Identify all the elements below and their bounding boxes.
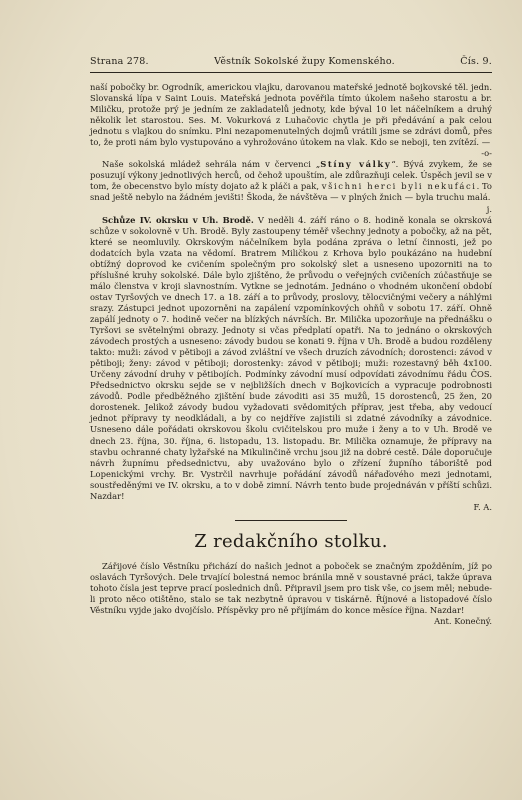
- page-number: Strana 278.: [90, 56, 149, 67]
- editorial-title: Z redakčního stolku.: [194, 530, 388, 552]
- theatre-text-b: “. Bývá zvykem, že se posuzují výkony jednotlivých herců, od čehož upouštím, ale zdůrazňuji celek. Úspěch jevil se v tom, že obecenstvo bylo místy dojato až k pláči a pak,: [90, 159, 493, 192]
- theatre-text-a: Naše sokolská mládež sehrála nám v červenci „: [102, 159, 321, 170]
- section-divider: [235, 520, 347, 521]
- theatre-emphasis: všichni herci byli nekufáci: [321, 181, 477, 192]
- theatre-text-c: . To snad ještě nebylo na žádném jevišti! Škoda, že návštěva — v plných žnich — byla truchu malá.: [90, 181, 492, 203]
- section-separator-mark: -o-: [481, 148, 492, 159]
- paragraph-theatre: [90, 159, 492, 203]
- journal-title: Věstník Sokolské župy Komenského.: [214, 56, 395, 67]
- play-title: Stíny války: [320, 159, 392, 170]
- theatre-signature: j.: [486, 203, 492, 214]
- editorial-body: Zářijové číslo Věstníku přichází do našich jednot a poboček se značným zpožděním, jíž po oslavách Tyršových. Dele trvající bolestná nemoc bránila mně v soustavné práci, takže úprava tohoto čísla jest teprve prací poslednich dnů. Připravil jsem pro tisk vše, co jsem měl; nebude-li proto něco otištěno, stalo se tak nezbytně úpravou v tiskárně. Říjnové a listopadové číslo Věstníku vyjde jako dvojčíslo. Příspěvky pro ně přijímám do konce měsíce října. Nazdar!: [90, 560, 492, 616]
- paragraph-flag-presentation: naší pobočky br. Ogrodník, americkou vlajku, darovanou mateřské jednotě bojkovské těl. jedn. Slovanská lípa v Saint Louis. Mateřská jednota pověřila tímto úkolem našeho starostu a br. Miličku, protože prý je jedním ze zakladatelů jednoty, kde býval 10 let náčelníkem a druhý několik let starostou. Ses. M. Vokurková z Luhačovic chytla je při předávání a pak celou jednotu s vlajkou do snímku. Plni nezapomenutelných dojmů vrátili jsme se zdrávi domů, přes to, že proti nám bylo vystupováno a vyhrožováno útokem na vlak. Kdo se neboji, ten zvítězí. —: [90, 82, 492, 148]
- text-column: [90, 82, 492, 627]
- paragraph-district-meeting: [90, 215, 492, 502]
- issue-number: Čís. 9.: [460, 56, 492, 67]
- meeting-heading: Schůze IV. okrsku v Uh. Brodě.: [102, 214, 254, 225]
- meeting-body: V neděli 4. září ráno o 8. hodině konala se okrsková schůze v sokolovně v Uh. Brodě. Byly zastoupeny téměř všechny jednoty a pobočky, až na pět, které se neomluvily. Okrskovým náčelníkem byla podána zpráva o letní činnosti, jež po dodatcích byla vzata na vědomí. Bratrem Miličkou z Krhova bylo poukázáno na hudební obtížný doprovod ke cvičením společným pro sokolský slet a usneseno upozorniti na to příslušné kruhy sokolské. Dále bylo zjištěno, že průvodu o veřejných cvičeních zúčastňuje se málo členstva v kroji slavnostním. Vytkne se jednotám. Jednáno o vhodném ukončení období ostav Tyršových ve dnech 17. a 18. září a to průvody, proslovy, tělocvičnými večery a náhlými srazy. Zástupci jednot upozorněni na zapálení vzpomínkových ohňů v sobotu 17. září. Ohně zapálí jednoty o 7. hodině večer na blízkých návrších. Br. Milička upozorňuje na přednášku o Tyršovi se světelnými obrazy. Jednoty si včas předplatí opatři. Na to jednáno o okrskových závodech prostých a usneseno: závody budou se konati 9. října v Uh. Brodě a budou rozděleny takto: muži: závod v pětiboji a závod zvláštní ve všech druzích závodních; dorostenci: závod v pětiboji; ženy: závod v pětiboji; dorostenky: závod v pětiboji; muži: rozestavný běh 4x100. Určeny závodní druhy v pětibojích. Podmínky závodní musí odpovídati závodnímu řádu ČOS. Předsednictvo okrsku sejde se v nejbližších dnech v Bojkovicích a vypracuje podrobnosti závodů. Podle předběžného zjištění bude závoditi asi 35 mužů, 15 dorostenců, 25 žen, 20 dorostenek. Jelikož závody budou vyžadovati svědomitých příprav, jest třeba, aby vedoucí jednot přípravy ty neodkládali, a by co nejdříve zajistili si zdatné závodníky a závodnice. Usneseno dále pořádati okrskovou školu cvičitelskou pro muže i ženy a to v Uh. Brodě ve dnech 23. října, 30. října, 6. listopadu, 13. listopadu. Br. Milička oznamuje, že přípravy na stavbu ochranné chaty lyžařské na Mikulinčině vrchu jsou již na dobré cestě. Dále doporučuje návrh župnímu předsednictvu, aby uvažováno bylo o zřízení župního táboriště pod Lopenickými vrchy. Br. Vystrčil navrhuje pořádání závodů nářaďového mezi jednotami, soustředěnými ve IV. okrsku, a to v době zimní. Návrh tento bude projednáván v příští schůzi. Nazdar!: [90, 214, 492, 501]
- editorial-signature: Ant. Konečný.: [434, 616, 492, 627]
- running-header: [90, 56, 492, 70]
- meeting-signature: F. A.: [473, 501, 492, 512]
- header-rule: [90, 72, 492, 73]
